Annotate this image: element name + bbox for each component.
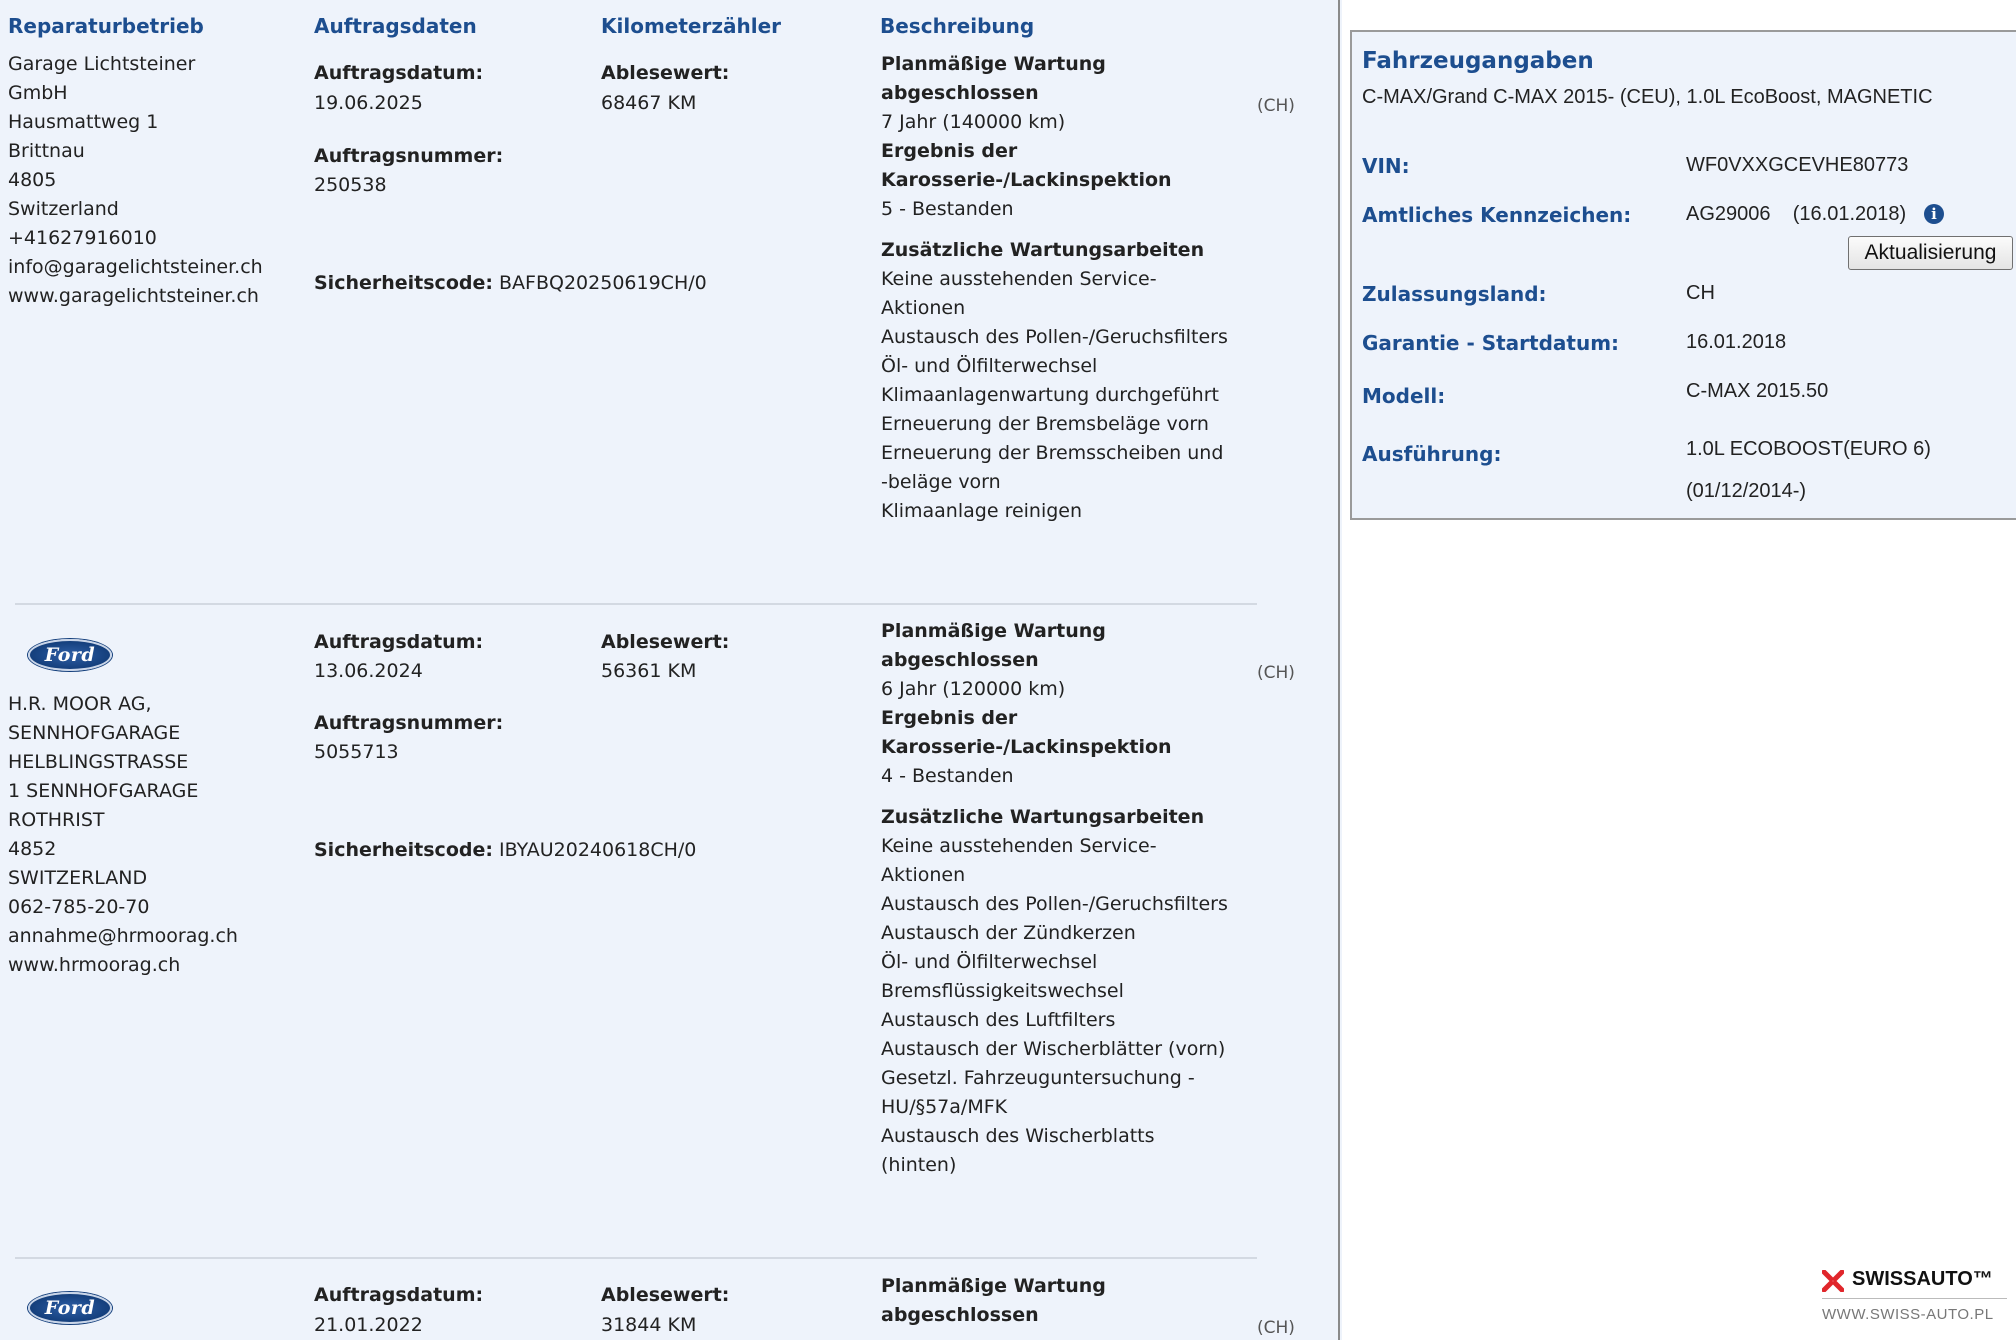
extra-work-item: Erneuerung der Bremsbeläge vorn [881,413,1209,435]
extra-work-item: Aktionen [881,297,966,319]
swissauto-logo-icon [1822,1270,1844,1292]
order-date-value: 13.06.2024 [314,660,423,682]
order-date-value: 21.01.2022 [314,1314,423,1336]
extra-work-item: Austausch des Pollen-/Geruchsfilters [881,326,1228,348]
order-number-label: Auftragsnummer: [314,145,504,167]
extra-work-title: Zusätzliche Wartungsarbeiten [881,239,1205,261]
desc-interval: 7 Jahr (140000 km) [881,111,1066,133]
order-number-value: 250538 [314,174,387,196]
extra-work-item: Klimaanlage reinigen [881,500,1083,522]
shop-line: ROTHRIST [8,809,105,831]
desc-title: Planmäßige Wartung [881,1275,1106,1297]
desc-title: Planmäßige Wartung [881,53,1106,75]
order-date-value: 19.06.2025 [314,92,423,114]
shop-line: Hausmattweg 1 [8,111,159,133]
order-number-label: Auftragsnummer: [314,712,504,734]
shop-address [8,50,263,311]
vehicle-description: C-MAX/Grand C-MAX 2015- (CEU), 1.0L EcoBoost, MAGNETIC [1362,86,1933,108]
reading-value: 56361 KM [601,660,697,682]
reading-value: 31844 KM [601,1314,697,1336]
shop-email: annahme@hrmoorag.ch [8,925,238,947]
shop-line: 1 SENNHOFGARAGE [8,780,199,802]
security-code-label: Sicherheitscode: [314,272,493,294]
version-label: Ausführung: [1362,442,1502,466]
shop-website: www.garagelichtsteiner.ch [8,285,259,307]
desc-inspection-title: Ergebnis der [881,707,1018,729]
model-value: C-MAX 2015.50 [1686,380,1829,402]
extra-work-item: Austausch des Pollen-/Geruchsfilters [881,893,1228,915]
extra-work-item: -beläge vorn [881,471,1001,493]
header-odometer: Kilometerzähler [601,14,781,38]
vehicle-info-column [1342,0,2016,1340]
extra-work-item: Aktionen [881,864,966,886]
reading-label: Ablesewert: [601,631,730,653]
reading-label: Ablesewert: [601,1284,730,1306]
extra-work-title: Zusätzliche Wartungsarbeiten [881,806,1205,828]
shop-phone: +41627916010 [8,227,157,249]
version-value-date: (01/12/2014-) [1686,480,1807,502]
desc-title: abgeschlossen [881,1304,1039,1326]
description [881,617,1261,1180]
extra-work-item: (hinten) [881,1154,957,1176]
record-divider [15,603,1257,605]
reading-label: Ablesewert: [601,62,730,84]
country-code: (CH) [1257,96,1295,116]
security-code-value: IBYAU20240618CH/0 [499,839,697,861]
extra-work-item: Austausch der Wischerblätter (vorn) [881,1038,1226,1060]
country-code: (CH) [1257,1318,1295,1338]
order-date-label: Auftragsdatum: [314,631,484,653]
info-icon[interactable]: i [1924,204,1944,224]
shop-address [8,690,238,980]
description [881,1272,1261,1330]
desc-title: abgeschlossen [881,649,1039,671]
record-divider [15,1257,1257,1259]
security-code [314,839,696,861]
country-code: (CH) [1257,663,1295,683]
extra-work-item: HU/§57a/MFK [881,1096,1008,1118]
description [881,50,1261,526]
desc-interval: 6 Jahr (120000 km) [881,678,1066,700]
vin-label: VIN: [1362,154,1410,178]
registration-country-value: CH [1686,282,1715,304]
shop-line: H.R. MOOR AG, [8,693,152,715]
extra-work-item: Erneuerung der Bremsscheiben und [881,442,1224,464]
order-date-label: Auftragsdatum: [314,1284,484,1306]
plate-label: Amtliches Kennzeichen: [1362,203,1632,227]
warranty-start-label: Garantie - Startdatum: [1362,331,1620,355]
desc-inspection-title: Karosserie-/Lackinspektion [881,169,1172,191]
shop-line: SWITZERLAND [8,867,148,889]
shop-line: Brittnau [8,140,85,162]
security-code-value: BAFBQ20250619CH/0 [499,272,707,294]
order-number-value: 5055713 [314,741,399,763]
desc-title: abgeschlossen [881,82,1039,104]
extra-work-item: Austausch des Luftfilters [881,1009,1116,1031]
shop-line: 4852 [8,838,57,860]
header-repair-shop: Reparaturbetrieb [8,14,204,38]
swissauto-url: WWW.SWISS-AUTO.PL [1822,1306,1994,1323]
extra-work-item: Klimaanlagenwartung durchgeführt [881,384,1219,406]
plate-value: AG29006 (16.01.2018) [1686,203,1907,225]
header-description: Beschreibung [880,14,1035,38]
vin-value: WF0VXXGCEVHE80773 [1686,154,1909,176]
update-button[interactable]: Aktualisierung [1848,236,2013,270]
desc-inspection-result: 5 - Bestanden [881,198,1014,220]
vehicle-details-panel [1350,30,2016,520]
desc-inspection-title: Karosserie-/Lackinspektion [881,736,1172,758]
desc-inspection-result: 4 - Bestanden [881,765,1014,787]
desc-title: Planmäßige Wartung [881,620,1106,642]
shop-website: www.hrmoorag.ch [8,954,181,976]
shop-line: 4805 [8,169,57,191]
shop-line: Switzerland [8,198,119,220]
extra-work-item: Bremsflüssigkeitswechsel [881,980,1124,1002]
extra-work-item: Keine ausstehenden Service- [881,835,1157,857]
desc-inspection-title: Ergebnis der [881,140,1018,162]
version-value: 1.0L ECOBOOST(EURO 6) [1686,438,1931,460]
extra-work-item: Keine ausstehenden Service- [881,268,1157,290]
shop-phone: 062-785-20-70 [8,896,150,918]
ford-logo: Ford [28,639,112,671]
vehicle-details-title: Fahrzeugangaben [1362,48,1594,74]
header-order-data: Auftragsdaten [314,14,477,38]
extra-work-item: Austausch des Wischerblatts [881,1125,1155,1147]
shop-line: GmbH [8,82,68,104]
registration-country-label: Zulassungsland: [1362,282,1547,306]
extra-work-item: Gesetzl. Fahrzeuguntersuchung - [881,1067,1195,1089]
shop-line: HELBLINGSTRASSE [8,751,189,773]
extra-work-item: Öl- und Ölfilterwechsel [881,951,1098,973]
reading-value: 68467 KM [601,92,697,114]
security-code [314,272,707,294]
extra-work-item: Austausch der Zündkerzen [881,922,1136,944]
security-code-label: Sicherheitscode: [314,839,493,861]
order-date-label: Auftragsdatum: [314,62,484,84]
warranty-start-value: 16.01.2018 [1686,331,1787,353]
shop-email: info@garagelichtsteiner.ch [8,256,263,278]
extra-work-item: Öl- und Ölfilterwechsel [881,355,1098,377]
ford-logo: Ford [28,1292,112,1324]
shop-line: SENNHOFGARAGE [8,722,181,744]
swissauto-name: SWISSAUTO™ [1852,1268,1993,1290]
model-label: Modell: [1362,384,1446,408]
shop-line: Garage Lichtsteiner [8,53,196,75]
